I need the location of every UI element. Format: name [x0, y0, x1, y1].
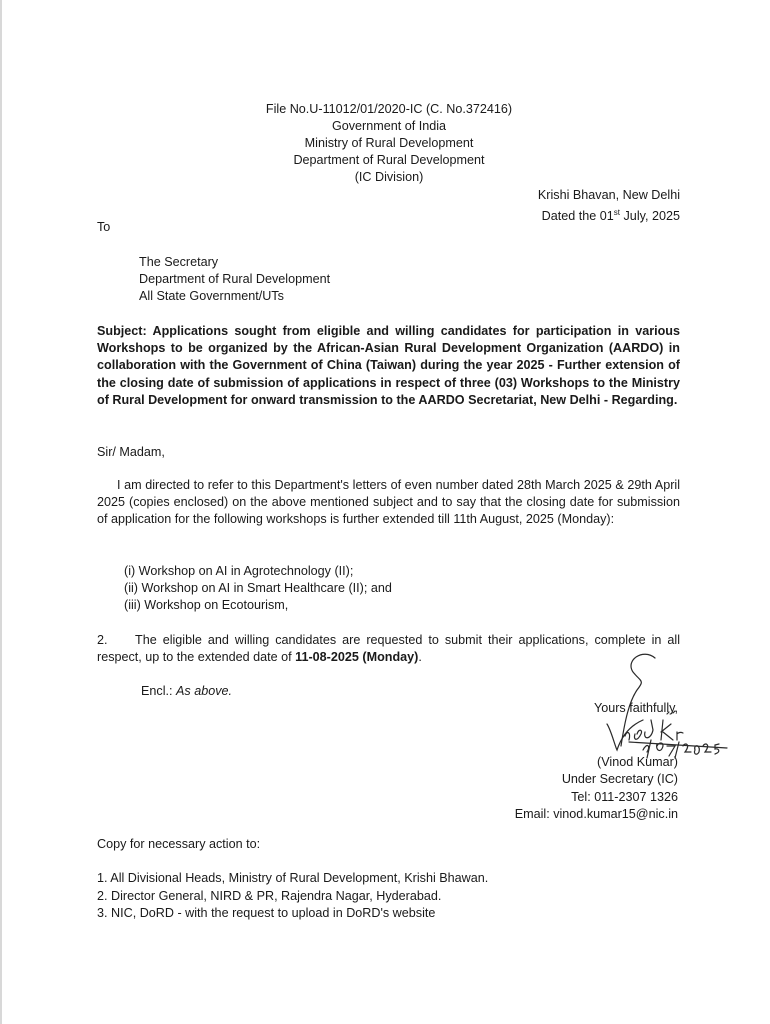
copy-to-list — [97, 870, 488, 923]
workshop-item: (ii) Workshop on AI in Smart Healthcare (II); and — [124, 581, 392, 595]
addressee-line-1: The Secretary — [139, 255, 219, 269]
letter-header — [0, 101, 770, 186]
place-date-block — [538, 187, 680, 225]
deadline-date: 11-08-2025 (Monday) — [295, 650, 419, 665]
salutation: Sir/ Madam, — [97, 445, 165, 459]
subject-paragraph: Subject: Applications sought from eligible and willing candidates for participation in various Workshops to be organized by the African-Asian Rural Development Organization (AARDO) in collaboration with the Government of China (Taiwan) during the year 2025 - Further extension of the closing date of submission of applications in respect of three (03) Workshops to the Ministry of Rural Development for onward transmission to the AARDO Secretariat, New Delhi - Regarding. — [97, 324, 680, 407]
date-line — [538, 204, 680, 225]
copy-item: 3. NIC, DoRD - with the request to upload in DoRD's website — [97, 906, 436, 920]
department-line: Department of Rural Development — [293, 153, 485, 167]
date-suffix: July, 2025 — [620, 209, 680, 224]
signatory-designation: Under Secretary (IC) — [561, 772, 678, 786]
addressee-line-2: Department of Rural Development — [139, 272, 331, 286]
division-line: (IC Division) — [354, 170, 424, 184]
date-ordinal: st — [613, 208, 621, 217]
to-label: To — [97, 220, 111, 234]
copy-item: 1. All Divisional Heads, Ministry of Rural Development, Krishi Bhawan. — [97, 871, 489, 885]
signatory-name: (Vinod Kumar) — [597, 754, 678, 769]
handwritten-signature — [585, 650, 735, 760]
ministry-line: Ministry of Rural Development — [304, 136, 474, 150]
addressee-line-3: All State Government/UTs — [139, 289, 284, 303]
file-number: File No.U-11012/01/2020-IC (C. No.372416) — [265, 102, 513, 116]
enclosure-line — [141, 684, 232, 698]
workshop-item: (i) Workshop on AI in Agrotechnology (II); — [124, 564, 354, 578]
enclosure-value: As above. — [176, 684, 233, 698]
date-prefix: Dated the 01 — [541, 209, 614, 224]
signatory-email: Email: vinod.kumar15@nic.in — [514, 807, 678, 821]
paragraph-2-end: . — [418, 650, 422, 665]
signatory-tel: Tel: 011-2307 1326 — [571, 789, 678, 804]
workshop-list — [124, 563, 392, 614]
copy-item: 2. Director General, NIRD & PR, Rajendra Nagar, Hyderabad. — [97, 888, 442, 903]
copy-to-title: Copy for necessary action to: — [97, 837, 261, 851]
location: Krishi Bhavan, New Delhi — [537, 188, 680, 202]
paragraph-2-text: The eligible and willing candidates are requested to submit their applications, complete in all respect, up to the extended date of — [97, 633, 680, 665]
enclosure-label: Encl.: — [141, 684, 176, 698]
body-paragraph-1: I am directed to refer to this Department's letters of even number dated 28th March 2025 & 29th April 2025 (copies enclosed) on the above mentioned subject and to say that the closing date for submission of application for the following workshops is further extended till 11th August, 2025 (Monday): — [97, 478, 680, 527]
addressee-block — [139, 254, 330, 305]
paragraph-number: 2. — [97, 633, 108, 647]
government-line: Government of India — [331, 119, 447, 133]
workshop-item: (iii) Workshop on Ecotourism, — [124, 598, 289, 612]
closing-line: Yours faithfully, — [593, 701, 678, 715]
